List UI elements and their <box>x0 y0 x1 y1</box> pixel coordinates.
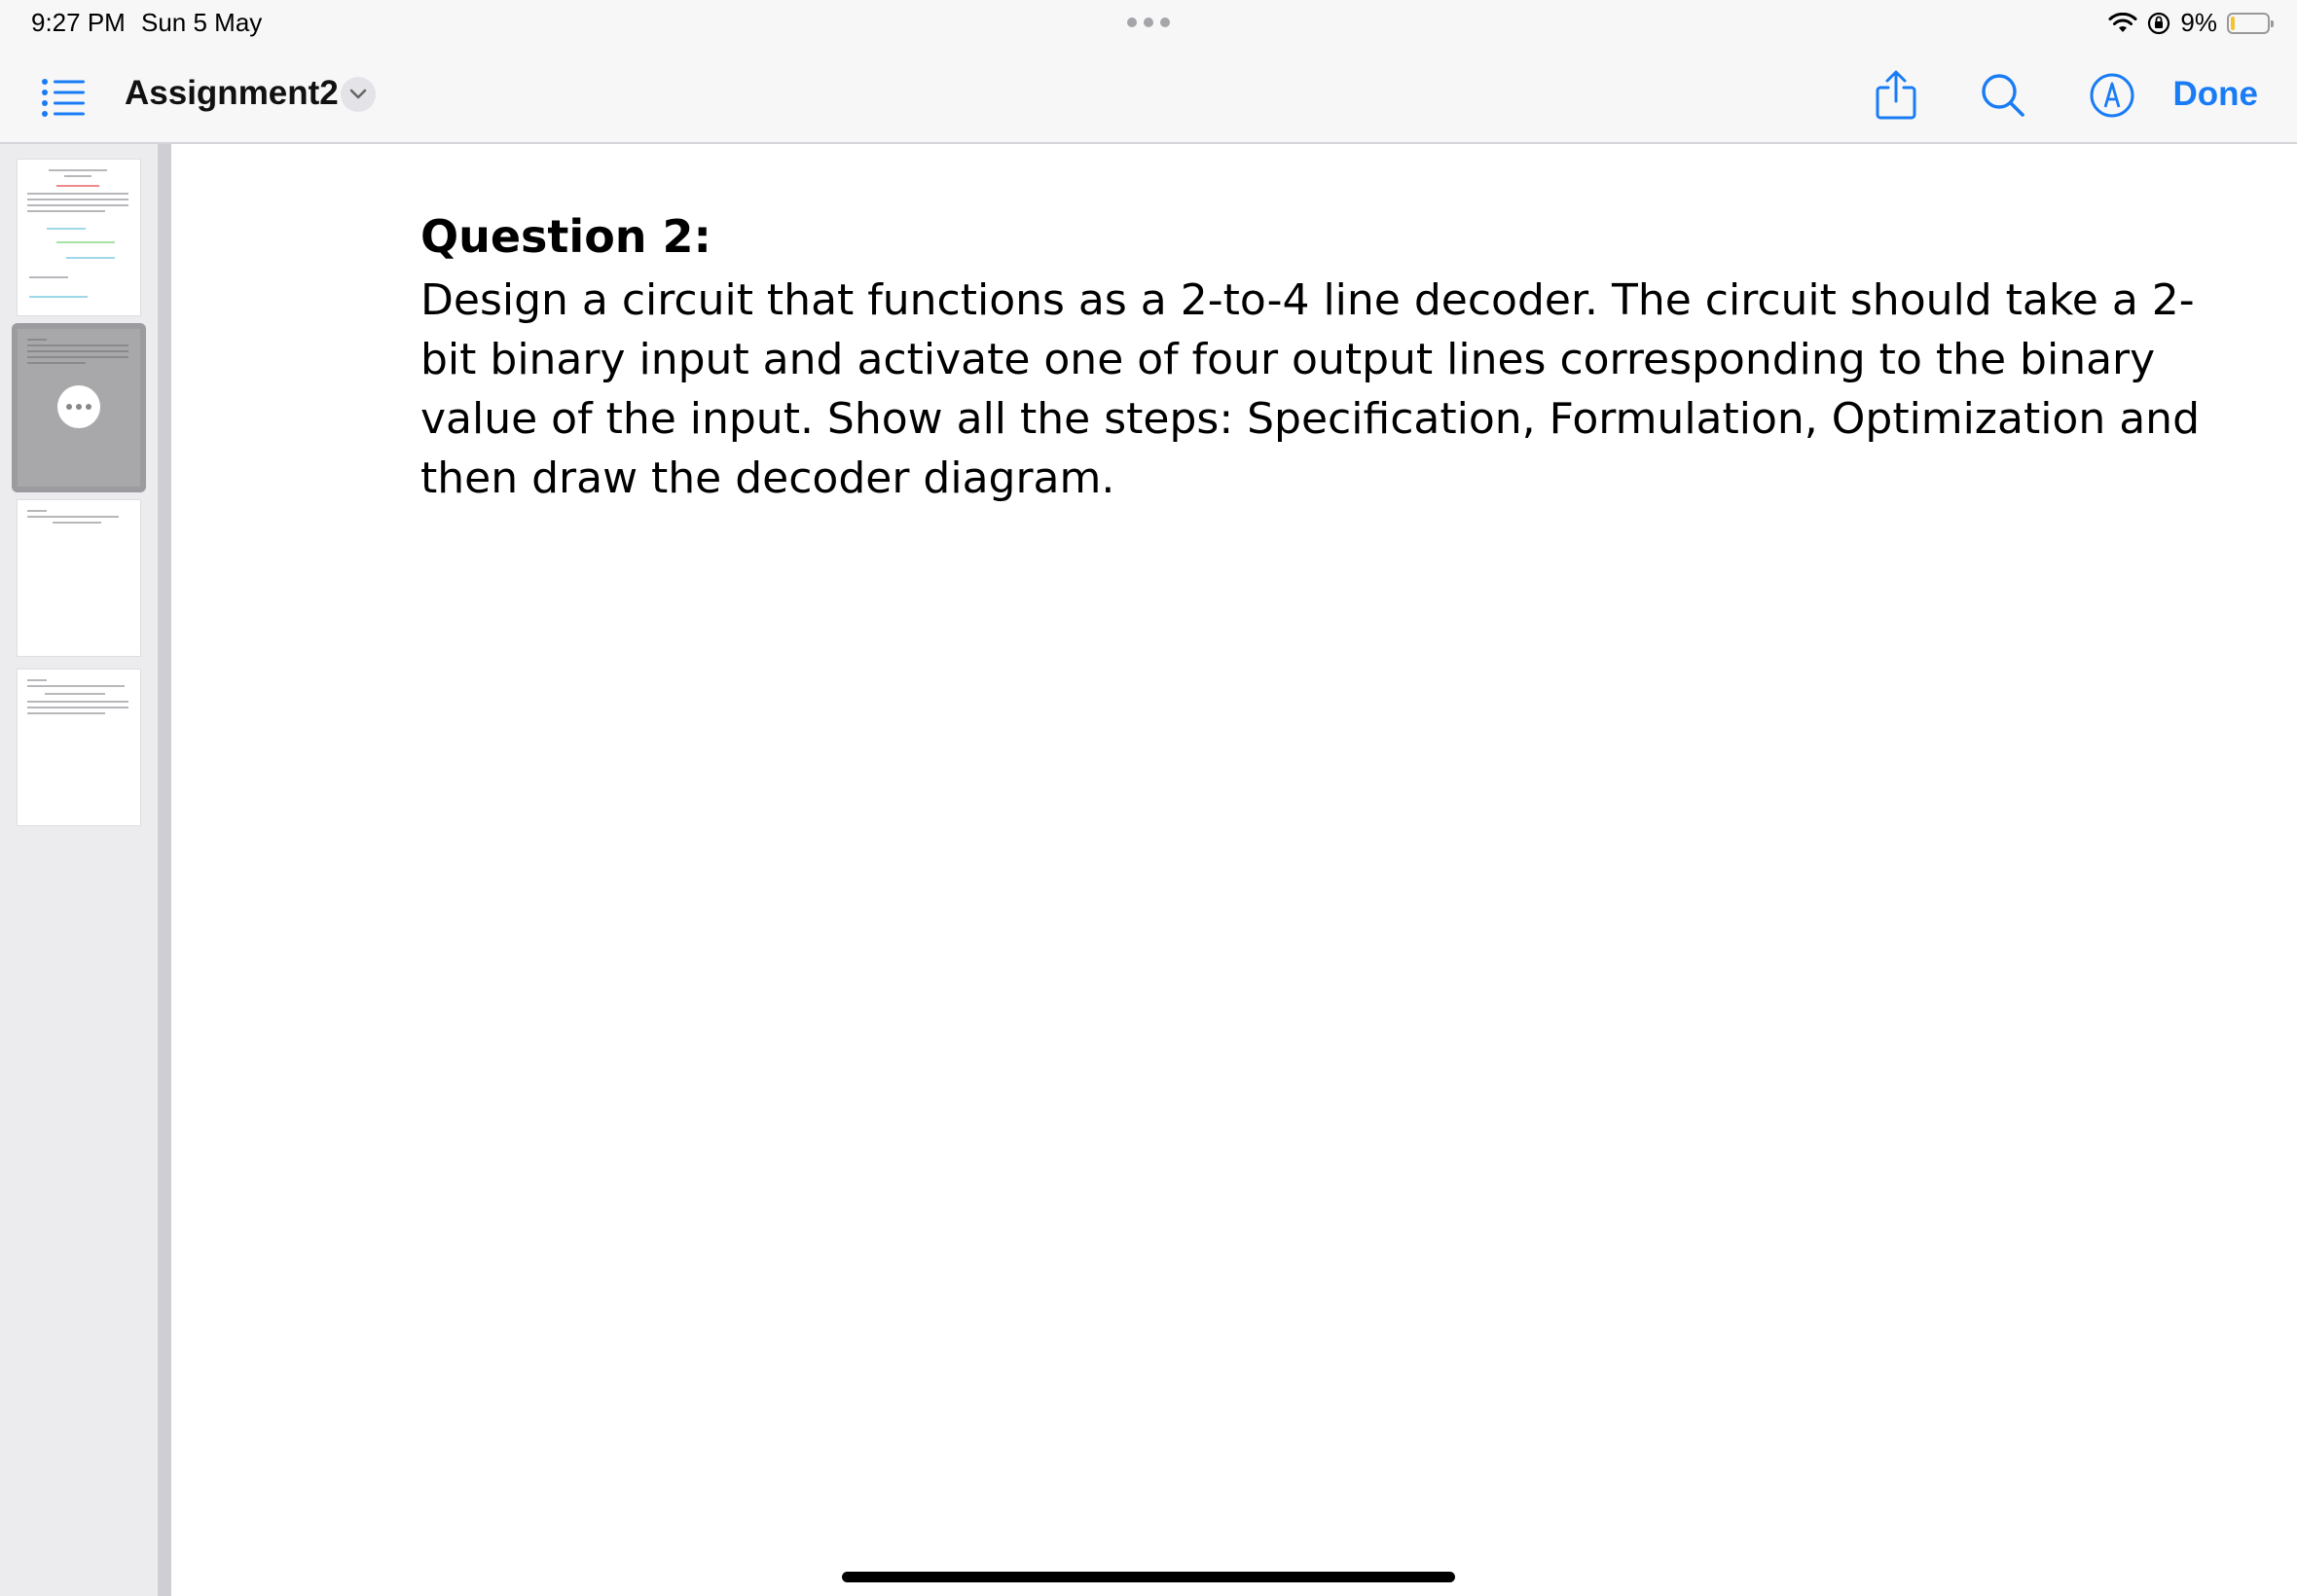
title-menu-button[interactable] <box>341 77 376 112</box>
page-thumbnail-3[interactable] <box>18 500 140 656</box>
chevron-down-icon <box>349 89 367 100</box>
status-bar <box>0 0 2297 49</box>
page-thumbnail-2[interactable] <box>12 323 146 492</box>
document-title[interactable]: Assignment2 <box>125 74 339 112</box>
search-icon[interactable] <box>1980 70 2026 121</box>
orientation-lock-icon <box>2147 12 2170 35</box>
battery-percent: 9% <box>2180 8 2217 37</box>
multitasking-dots-icon[interactable] <box>1127 18 1170 27</box>
status-time: 9:27 PM <box>31 8 126 37</box>
sidebar-divider <box>158 144 171 1596</box>
list-icon[interactable] <box>41 76 86 119</box>
done-button[interactable]: Done <box>2172 75 2258 113</box>
page-thumbnail-4[interactable] <box>18 670 140 825</box>
markup-icon[interactable] <box>2089 70 2135 121</box>
question-body: Design a circuit that functions as a 2-to-4 line decoder. The circuit should take a 2-bit binary input and activate one of four output lines corresponding to the binary value of the input. Show all the steps: Specification, Formulation, Optimization and then draw the decoder diagram. <box>420 275 2200 503</box>
document-page[interactable] <box>171 144 2297 1596</box>
page-thumbnail-sidebar[interactable] <box>0 144 158 1596</box>
status-date: Sun 5 May <box>141 8 263 37</box>
status-indicators <box>2108 8 2270 38</box>
page-thumbnail-1[interactable] <box>18 160 140 315</box>
share-icon[interactable] <box>1873 70 1919 121</box>
question-title: Question 2: <box>420 210 711 263</box>
page-more-options-button[interactable] <box>57 385 100 428</box>
battery-icon <box>2227 13 2270 34</box>
wifi-icon <box>2108 13 2137 34</box>
document-toolbar <box>0 49 2297 144</box>
home-indicator[interactable] <box>842 1572 1455 1582</box>
